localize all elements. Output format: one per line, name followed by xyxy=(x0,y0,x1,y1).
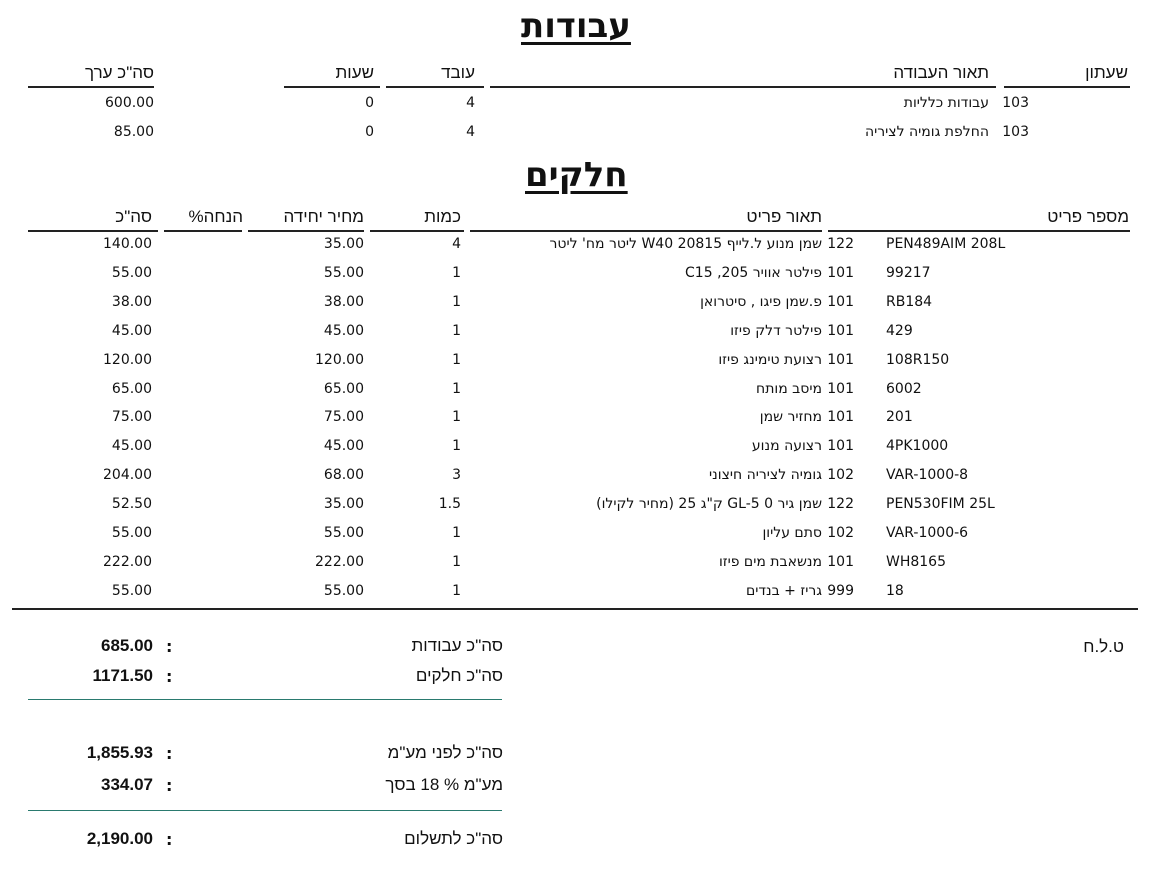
totals-divider xyxy=(28,810,502,811)
total-pay-colon: : xyxy=(166,830,173,849)
vat-value: 334.07 xyxy=(101,775,153,794)
parts-row-unit-price: 45.00 xyxy=(323,323,364,339)
parts-row-part-no: 4PK1000 xyxy=(886,438,949,454)
parts-row-code: 101 xyxy=(827,438,854,454)
totals-divider xyxy=(28,699,502,700)
parts-row-qty: 1 xyxy=(452,352,461,368)
labor-header-rule xyxy=(1004,86,1130,88)
total-labor-value: 685.00 xyxy=(101,636,153,655)
parts-header-unit-price: מחיר יחידה xyxy=(283,207,364,226)
parts-row-qty: 1 xyxy=(452,525,461,541)
parts-row-desc: פילטר אוויר 205, C15 xyxy=(685,265,822,281)
parts-header-rule xyxy=(248,230,364,232)
parts-row-total: 140.00 xyxy=(103,236,152,252)
parts-row-desc: גומיה לציריה חיצוני xyxy=(709,467,822,483)
parts-row-qty: 1 xyxy=(452,381,461,397)
total-parts-label: סה"כ חלקים xyxy=(415,666,503,685)
total-parts-value: 1171.50 xyxy=(92,666,153,685)
labor-header-hours: שעות xyxy=(335,63,374,82)
parts-row-desc: פילטר דלק פיזו xyxy=(730,323,822,339)
parts-row-total: 55.00 xyxy=(111,583,152,599)
labor-section-title: עבודות xyxy=(521,6,631,46)
labor-row-hours: 0 xyxy=(365,124,374,140)
total-parts-colon: : xyxy=(166,667,173,686)
vat-colon: : xyxy=(166,776,173,795)
parts-row-desc: פ.שמן פיגו , סיטרואן xyxy=(700,294,822,310)
parts-row-part-no: VAR-1000-6 xyxy=(886,525,969,541)
parts-row-total: 45.00 xyxy=(111,323,152,339)
labor-row-hours: 0 xyxy=(365,95,374,111)
parts-row-part-no: RB184 xyxy=(886,294,933,310)
total-labor-colon: : xyxy=(166,637,173,656)
parts-row-qty: 3 xyxy=(452,467,461,483)
parts-row-code: 101 xyxy=(827,265,854,281)
parts-row-desc: שמן מנוע ל.לייף W40 20815 ליטר מח' ליטר xyxy=(549,236,822,252)
parts-row-total: 55.00 xyxy=(111,265,152,281)
parts-row-desc: רצועה מנוע xyxy=(751,438,822,454)
parts-row-total: 55.00 xyxy=(111,525,152,541)
parts-row-unit-price: 38.00 xyxy=(323,294,364,310)
parts-row-code: 101 xyxy=(827,352,854,368)
parts-row-qty: 1 xyxy=(452,554,461,570)
parts-row-total: 120.00 xyxy=(103,352,152,368)
parts-row-unit-price: 75.00 xyxy=(323,409,364,425)
parts-row-qty: 1 xyxy=(452,323,461,339)
labor-row-total: 600.00 xyxy=(105,95,154,111)
labor-header-desc: תאור העבודה xyxy=(893,63,989,82)
parts-row-part-no: 6002 xyxy=(886,381,922,397)
parts-row-part-no: PEN530FIM 25L xyxy=(886,496,995,512)
labor-row-worker: 4 xyxy=(466,124,475,140)
parts-bottom-rule xyxy=(12,608,1138,610)
parts-row-unit-price: 120.00 xyxy=(315,352,364,368)
parts-row-part-no: PEN489AIM 208L xyxy=(886,236,1006,252)
parts-row-part-no: VAR-1000-8 xyxy=(886,467,969,483)
parts-row-part-no: 201 xyxy=(886,409,913,425)
parts-header-rule xyxy=(164,230,242,232)
parts-row-unit-price: 68.00 xyxy=(323,467,364,483)
parts-header-rule xyxy=(470,230,822,232)
labor-row-worker: 4 xyxy=(466,95,475,111)
labor-row-desc: החלפת גומיה לציריה xyxy=(864,124,989,140)
parts-row-desc: מנשאבת מים פיזו xyxy=(718,554,822,570)
parts-row-qty: 4 xyxy=(452,236,461,252)
parts-row-code: 101 xyxy=(827,294,854,310)
labor-header-code: שעתון xyxy=(1085,63,1128,82)
parts-row-code: 102 xyxy=(827,467,854,483)
parts-row-total: 38.00 xyxy=(111,294,152,310)
parts-row-total: 65.00 xyxy=(111,381,152,397)
parts-row-part-no: 429 xyxy=(886,323,913,339)
parts-row-qty: 1 xyxy=(452,438,461,454)
parts-row-qty: 1 xyxy=(452,294,461,310)
parts-header-total: סה"כ xyxy=(115,207,152,226)
parts-row-part-no: 108R150 xyxy=(886,352,950,368)
parts-row-desc: שמן גיר 0 GL-5 ק"ג 25 (מחיר לקילו) xyxy=(596,496,822,512)
total-before-vat-label: סה"כ לפני מע"מ xyxy=(387,743,503,762)
parts-row-part-no: 99217 xyxy=(886,265,931,281)
parts-header-rule xyxy=(828,230,1130,232)
parts-row-code: 101 xyxy=(827,323,854,339)
total-labor-label: סה"כ עבודות xyxy=(411,636,503,655)
parts-row-part-no: 18 xyxy=(886,583,904,599)
parts-row-qty: 1 xyxy=(452,265,461,281)
parts-row-unit-price: 55.00 xyxy=(323,583,364,599)
parts-row-code: 101 xyxy=(827,409,854,425)
parts-header-part-no: מספר פריט xyxy=(1047,207,1129,226)
parts-row-code: 102 xyxy=(827,525,854,541)
parts-row-unit-price: 65.00 xyxy=(323,381,364,397)
total-before-vat-value: 1,855.93 xyxy=(86,743,153,762)
footer-note: ט.ל.ח xyxy=(1083,637,1124,656)
labor-row-code: 103 xyxy=(1002,124,1029,140)
labor-header-rule xyxy=(386,86,484,88)
total-pay-label: סה"כ לתשלום xyxy=(404,829,503,848)
parts-row-qty: 1 xyxy=(452,583,461,599)
parts-row-unit-price: 35.00 xyxy=(323,496,364,512)
total-before-vat-colon: : xyxy=(166,744,173,763)
labor-row-code: 103 xyxy=(1002,95,1029,111)
parts-row-qty: 1.5 xyxy=(438,496,461,512)
parts-row-unit-price: 45.00 xyxy=(323,438,364,454)
parts-row-code: 101 xyxy=(827,381,854,397)
parts-row-unit-price: 35.00 xyxy=(323,236,364,252)
parts-header-rule xyxy=(28,230,158,232)
parts-row-desc: רצועת טימינג פיזו xyxy=(718,352,822,368)
labor-header-total: סה"כ ערך xyxy=(85,63,154,82)
parts-row-part-no: WH8165 xyxy=(886,554,946,570)
parts-header-rule xyxy=(370,230,464,232)
parts-section-title: חלקים xyxy=(525,155,628,195)
labor-row-total: 85.00 xyxy=(113,124,154,140)
parts-row-unit-price: 55.00 xyxy=(323,265,364,281)
labor-row-desc: עבודות כלליות xyxy=(903,95,989,111)
parts-row-total: 45.00 xyxy=(111,438,152,454)
parts-row-desc: מחזיר שמן xyxy=(759,409,822,425)
vat-label: מע"מ % 18 בסך xyxy=(385,775,503,794)
parts-header-discount: %הנחה xyxy=(188,207,243,226)
parts-row-desc: סתם עליון xyxy=(762,525,822,541)
parts-row-total: 52.50 xyxy=(111,496,152,512)
parts-row-total: 75.00 xyxy=(111,409,152,425)
labor-header-rule xyxy=(490,86,996,88)
parts-row-unit-price: 222.00 xyxy=(315,554,364,570)
parts-row-desc: גריז + בנדים xyxy=(745,583,822,599)
parts-header-qty: כמות xyxy=(424,207,461,226)
parts-row-code: 122 xyxy=(827,236,854,252)
total-pay-value: 2,190.00 xyxy=(86,829,153,848)
parts-row-code: 999 xyxy=(827,583,854,599)
parts-row-total: 204.00 xyxy=(103,467,152,483)
parts-row-total: 222.00 xyxy=(103,554,152,570)
parts-row-unit-price: 55.00 xyxy=(323,525,364,541)
labor-header-rule xyxy=(284,86,380,88)
parts-row-qty: 1 xyxy=(452,409,461,425)
parts-row-desc: מיסב מותח xyxy=(756,381,822,397)
labor-header-rule xyxy=(28,86,154,88)
parts-row-code: 101 xyxy=(827,554,854,570)
parts-header-desc: תאור פריט xyxy=(746,207,822,226)
labor-header-worker: עובד xyxy=(441,63,475,82)
parts-row-code: 122 xyxy=(827,496,854,512)
